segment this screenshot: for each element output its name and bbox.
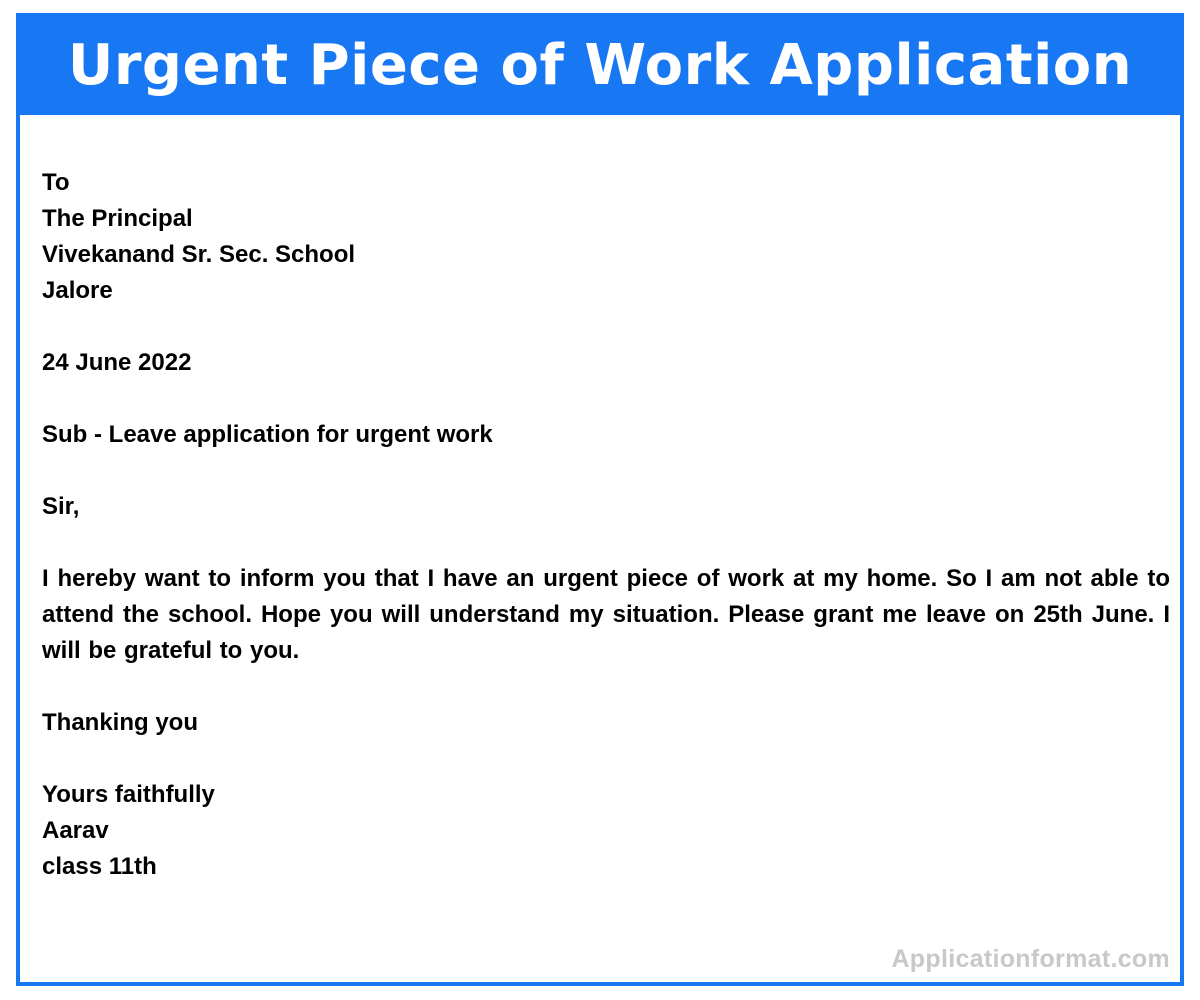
letter-closing: Yours faithfully [42,781,215,808]
spacer [42,453,1170,489]
letter-subject: Sub - Leave application for urgent work [42,421,493,448]
letter-recipient: The Principal [42,205,193,232]
letter-paragraph: I hereby want to inform you that I have an urgent piece of work at my home. So I am not able to attend the school. Hope you will understand my situation. Please grant me leave on 25th June. I will be grateful to you. [42,565,1170,664]
title-banner [20,17,1180,115]
letter-date: 24 June 2022 [42,349,192,376]
spacer [42,669,1170,705]
spacer [42,525,1170,561]
spacer [42,381,1170,417]
letter-to: To [42,169,70,196]
letter-school: Vivekanand Sr. Sec. School [42,241,356,268]
letter-salutation: Sir, [42,493,80,520]
letter-sender-name: Aarav [42,817,109,844]
page-title: Urgent Piece of Work Application [67,33,1133,98]
letter-thanks: Thanking you [42,709,198,736]
letter-city: Jalore [42,277,113,304]
letter-sender-class: class 11th [42,853,157,880]
spacer [42,309,1170,345]
site-watermark: Applicationformat.com [891,945,1170,973]
letter-body [42,165,1170,885]
spacer [42,741,1170,777]
document-frame [16,13,1184,986]
